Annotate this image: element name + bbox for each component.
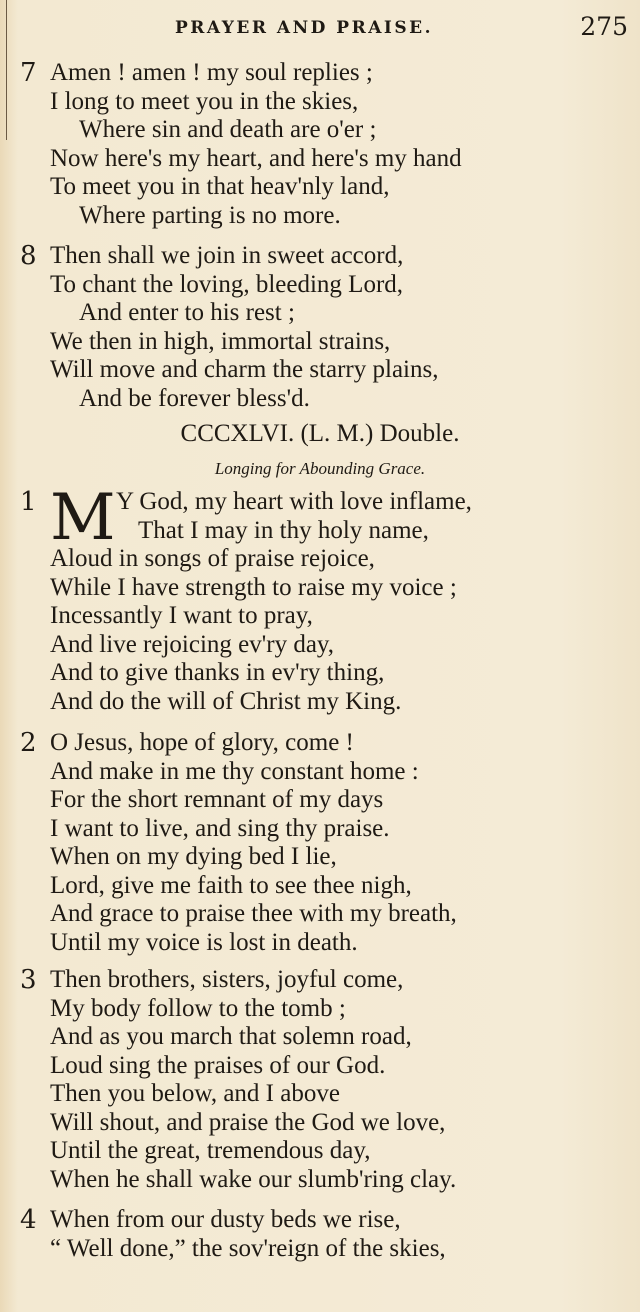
- verse-line: “ Well done,” the sov'reign of the skies,: [50, 1234, 446, 1262]
- hymn-stanza-4: [0, 1206, 640, 1263]
- page-header: [0, 12, 640, 48]
- verse-line: Aloud in songs of praise rejoice,: [50, 545, 375, 572]
- verse-line: And live rejoicing ev'ry day,: [50, 630, 335, 658]
- verse-line: Where parting is no more.: [79, 201, 341, 229]
- verse-line: While I have strength to raise my voice ;: [50, 573, 457, 601]
- stanza-number: 8: [20, 241, 37, 271]
- verse-line: And as you march that solemn road,: [50, 1023, 412, 1050]
- hymn-subtitle: Longing for Abounding Grace.: [214, 459, 426, 478]
- verse-line: Amen ! amen ! my soul replies ;: [50, 59, 373, 86]
- verse-line: And enter to his rest ;: [79, 299, 295, 326]
- running-head: PRAYER AND PRAISE.: [175, 18, 433, 38]
- stanza-number: 1: [20, 487, 37, 517]
- verse-line: Until the great, tremendous day,: [50, 1137, 371, 1164]
- verse-line: Loud sing the praises of our God.: [50, 1051, 386, 1079]
- verse-line: Then brothers, sisters, joyful come,: [50, 966, 404, 993]
- verse-line: Then you below, and I above: [50, 1080, 340, 1107]
- verse-line: I want to live, and sing thy praise.: [50, 814, 390, 842]
- verse-line: O Jesus, hope of glory, come !: [50, 729, 354, 756]
- stanza-7: [0, 59, 640, 230]
- verse-line: Incessantly I want to pray,: [50, 602, 313, 629]
- verse-line: And do the will of Christ my King.: [50, 687, 402, 715]
- stanza-8: [0, 242, 640, 413]
- stanza-number: 4: [20, 1205, 37, 1235]
- verse-line: Lord, give me faith to see thee nigh,: [50, 871, 412, 899]
- verse-line: And make in me thy constant home :: [50, 757, 419, 785]
- verse-line: My body follow to the tomb ;: [50, 994, 346, 1022]
- verse-line: When he shall wake our slumb'ring clay.: [50, 1165, 457, 1193]
- stanza-number: 3: [20, 965, 37, 995]
- hymn-stanza-3: [0, 966, 640, 1194]
- verse-line: Y God, my heart with love inflame,: [116, 488, 472, 515]
- verse-line: To chant the loving, bleeding Lord,: [50, 270, 404, 298]
- verse-line: We then in high, immortal strains,: [50, 327, 391, 355]
- verse-line: Where sin and death are o'er ;: [79, 116, 377, 143]
- verse-line: Will move and charm the starry plains,: [50, 356, 439, 383]
- hymn-stanza-2: [0, 729, 640, 957]
- verse-line: Will shout, and praise the God we love,: [50, 1108, 446, 1136]
- verse-line: I long to meet you in the skies,: [50, 87, 359, 115]
- hymn-title: CCCXLVI. (L. M.) Double.: [180, 420, 460, 447]
- stanza-number: 7: [20, 58, 37, 88]
- drop-cap: M: [50, 481, 116, 555]
- verse-line: Then shall we join in sweet accord,: [50, 242, 404, 269]
- verse-line: That I may in thy holy name,: [138, 516, 429, 544]
- verse-line: Now here's my heart, and here's my hand: [50, 144, 462, 172]
- verse-line: Until my voice is lost in death.: [50, 928, 358, 956]
- hymn-stanza-1: [0, 481, 640, 716]
- stanza-number: 2: [20, 728, 37, 758]
- verse-line: And to give thanks in ev'ry thing,: [50, 659, 385, 686]
- verse-line: When from our dusty beds we rise,: [50, 1206, 401, 1233]
- dropcap-block: [0, 481, 640, 555]
- page-number: 275: [580, 12, 628, 41]
- verse-line: And grace to praise thee with my breath,: [50, 900, 457, 927]
- verse-line: For the short remnant of my days: [50, 786, 384, 813]
- verse-line: When on my dying bed I lie,: [50, 843, 337, 870]
- verse-line: To meet you in that heav'nly land,: [50, 173, 390, 200]
- verse-line: And be forever bless'd.: [79, 384, 310, 412]
